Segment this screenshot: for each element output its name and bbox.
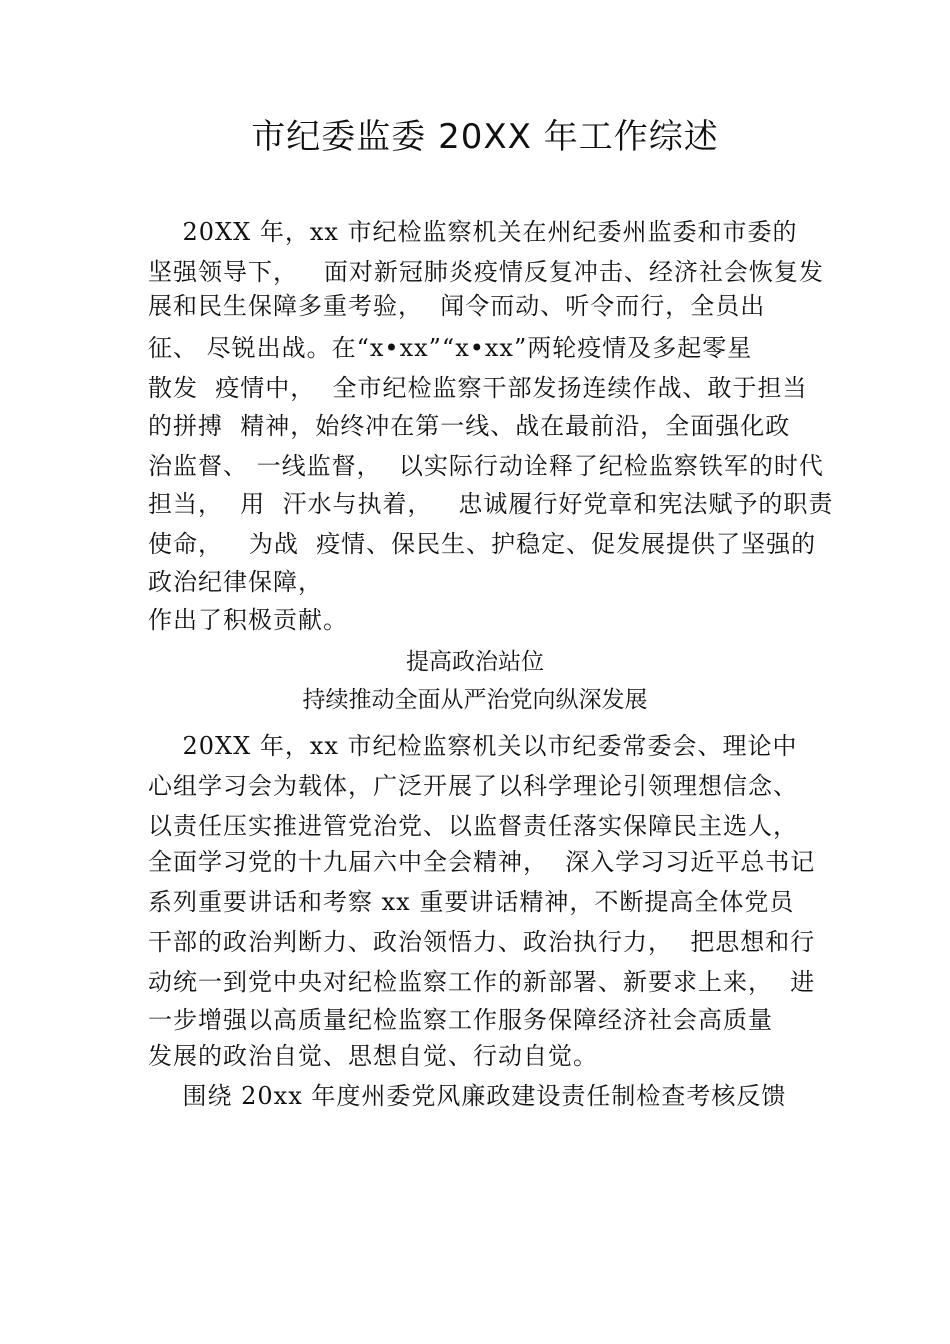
intro-line: 使命， 为战 疫情、保民生、护稳定、促发展提供了坚强的 bbox=[148, 530, 817, 558]
body-line: 系列重要讲话和考察 xx 重要讲话精神，不断提高全体党员 bbox=[148, 888, 795, 916]
intro-line: 征、 尽锐出战。在“x•xx”“x•xx”两轮疫情及多起零星 bbox=[148, 334, 753, 362]
document-title: 市纪委监委 20XX 年工作综述 bbox=[251, 117, 719, 157]
body-line: 以责任压实推进管党治党、以监督责任落实保障民主选人， bbox=[148, 812, 798, 840]
body-line: 一步增强以高质量纪检监察工作服务保障经济社会高质量 bbox=[148, 1006, 773, 1034]
intro-line: 政治纪律保障， bbox=[148, 568, 323, 596]
intro-line: 20XX 年，xx 市纪检监察机关在州纪委州监委和市委的 bbox=[148, 218, 798, 246]
intro-line: 散发 疫情中， 全市纪检监察干部发扬连续作战、敢于担当 bbox=[148, 374, 808, 402]
section-subheading: 持续推动全面从严治党向纵深发展 bbox=[302, 687, 648, 713]
intro-line: 治监督、 一线监督， 以实际行动诠释了纪检监察铁军的时代 bbox=[148, 452, 824, 480]
body-line: 全面学习党的十九届六中全会精神， 深入学习习近平总书记 bbox=[148, 848, 816, 876]
body-line: 20XX 年，xx 市纪检监察机关以市纪委常委会、理论中 bbox=[148, 732, 798, 760]
body-line: 心组学习会为载体，广泛开展了以科学理论引领理想信念、 bbox=[148, 772, 798, 800]
intro-line: 坚强领导下， 面对新冠肺炎疫情反复冲击、经济社会恢复发 bbox=[148, 258, 824, 286]
intro-line: 的拼搏 精神，始终冲在第一线、战在最前沿，全面强化政 bbox=[148, 412, 791, 440]
section-heading: 提高政治站位 bbox=[406, 649, 544, 675]
body-line: 动统一到党中央对纪检监察工作的新部署、新要求上来， 进 bbox=[148, 968, 816, 996]
intro-line: 作出了积极贡献。 bbox=[148, 606, 348, 634]
intro-line: 展和民生保障多重考验， 闻令而动、听令而行，全员出 bbox=[148, 292, 766, 320]
body-line: 干部的政治判断力、政治领悟力、政治执行力， 把思想和行 bbox=[148, 928, 816, 956]
intro-line: 担当， 用 汗水与执着， 忠诚履行好党章和宪法赋予的职责 bbox=[148, 490, 834, 518]
body-line: 围绕 20xx 年度州委党风廉政建设责任制检查考核反馈 bbox=[148, 1082, 787, 1110]
body-line: 发展的政治自觉、思想自觉、行动自觉。 bbox=[148, 1042, 598, 1070]
